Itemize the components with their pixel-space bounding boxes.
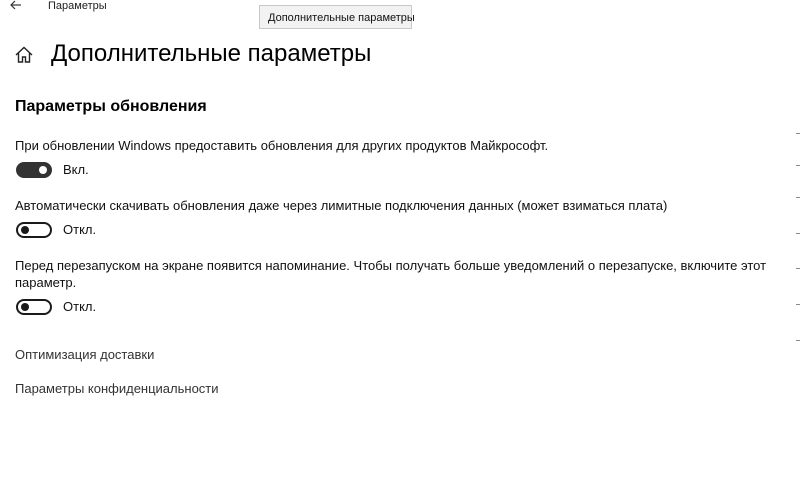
edge-mark: [796, 304, 800, 305]
edge-mark: [796, 133, 800, 134]
toggle-knob: [21, 303, 29, 311]
link-privacy-settings[interactable]: Параметры конфиденциальности: [15, 381, 219, 396]
toggle-state-other-products: Вкл.: [63, 162, 89, 177]
edge-mark: [796, 340, 800, 341]
toggle-metered-download[interactable]: [16, 222, 52, 238]
home-button[interactable]: [14, 45, 34, 65]
setting-label-restart-reminder: Перед перезапуском на экране появится напоминание. Чтобы получать больше уведомлений о перезапуске, включите этот параметр.: [15, 258, 767, 290]
toggle-other-products[interactable]: [16, 162, 52, 178]
setting-label-metered-download: Автоматически скачивать обновления даже через лимитные подключения данных (может взиматься плата): [15, 198, 668, 213]
edge-mark: [796, 268, 800, 269]
edge-mark: [796, 197, 800, 198]
back-button[interactable]: [8, 0, 24, 13]
setting-label-other-products: При обновлении Windows предоставить обновления для других продуктов Майкрософт.: [15, 138, 549, 153]
toggle-state-restart-reminder: Откл.: [63, 299, 97, 314]
page-title: Дополнительные параметры: [51, 40, 372, 67]
toggle-state-metered-download: Откл.: [63, 222, 97, 237]
toggle-knob: [21, 226, 29, 234]
home-icon: [14, 45, 34, 65]
back-arrow-icon: [8, 0, 24, 13]
tooltip: Дополнительные параметры: [259, 5, 412, 29]
window-title: Параметры: [48, 0, 107, 12]
edge-mark: [796, 233, 800, 234]
toggle-restart-reminder[interactable]: [16, 299, 52, 315]
edge-mark: [796, 165, 800, 166]
section-title: Параметры обновления: [15, 98, 207, 115]
link-delivery-optimization[interactable]: Оптимизация доставки: [15, 347, 155, 362]
toggle-knob: [39, 166, 47, 174]
